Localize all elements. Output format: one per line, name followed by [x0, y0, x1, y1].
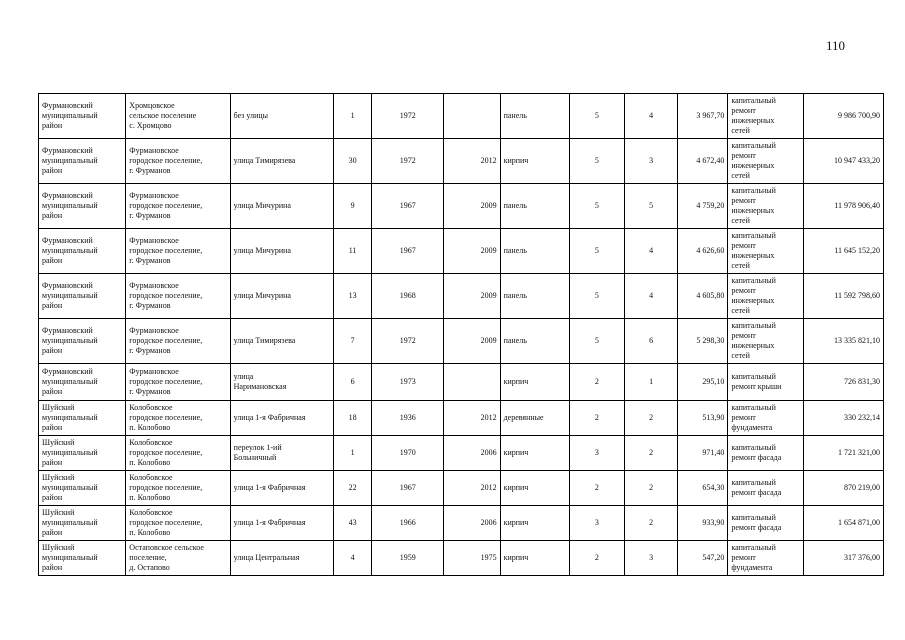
floors-cell: 5: [569, 229, 624, 274]
year-repair-cell: 2006: [444, 506, 500, 541]
wall-material-cell: кирпич: [500, 139, 569, 184]
wall-material-cell: деревянные: [500, 401, 569, 436]
district-cell: Фурмановский муниципальный район: [39, 274, 126, 319]
entrances-cell: 2: [625, 506, 678, 541]
work-type-cell: капитальный ремонт фундамента: [728, 401, 803, 436]
entrances-cell: 2: [625, 401, 678, 436]
area-cell: 4 605,80: [678, 274, 728, 319]
house-number-cell: 6: [334, 364, 372, 401]
table-row: [39, 436, 884, 471]
year-repair-cell: 2009: [444, 274, 500, 319]
table-row: [39, 184, 884, 229]
table-row: [39, 364, 884, 401]
wall-material-cell: кирпич: [500, 436, 569, 471]
settlement-cell: Фурмановское городское поселение, г. Фурманов: [126, 274, 230, 319]
cost-cell: 11 592 798,60: [803, 274, 883, 319]
district-cell: Шуйский муниципальный район: [39, 401, 126, 436]
district-cell: Фурмановский муниципальный район: [39, 94, 126, 139]
settlement-cell: Фурмановское городское поселение, г. Фурманов: [126, 139, 230, 184]
floors-cell: 2: [569, 364, 624, 401]
settlement-cell: Остаповское сельское поселение, д. Остапово: [126, 541, 230, 576]
street-cell: переулок 1-ий Больничный: [230, 436, 333, 471]
street-cell: улица 1-я Фабричная: [230, 471, 333, 506]
work-type-cell: капитальный ремонт инженерных сетей: [728, 229, 803, 274]
entrances-cell: 4: [625, 229, 678, 274]
year-repair-cell: [444, 364, 500, 401]
street-cell: улица Центральная: [230, 541, 333, 576]
street-cell: улица Тимирязева: [230, 139, 333, 184]
wall-material-cell: панель: [500, 319, 569, 364]
street-cell: улица 1-я Фабричная: [230, 506, 333, 541]
street-cell: улица Мичурина: [230, 274, 333, 319]
table-body: [39, 94, 884, 576]
wall-material-cell: кирпич: [500, 471, 569, 506]
cost-cell: 330 232,14: [803, 401, 883, 436]
house-number-cell: 7: [334, 319, 372, 364]
area-cell: 4 626,60: [678, 229, 728, 274]
table-row: [39, 139, 884, 184]
year-repair-cell: 2009: [444, 229, 500, 274]
settlement-cell: Фурмановское городское поселение, г. Фурманов: [126, 319, 230, 364]
work-type-cell: капитальный ремонт фасада: [728, 471, 803, 506]
wall-material-cell: панель: [500, 184, 569, 229]
wall-material-cell: панель: [500, 274, 569, 319]
repair-table: [38, 93, 884, 576]
street-cell: улица Тимирязева: [230, 319, 333, 364]
entrances-cell: 4: [625, 274, 678, 319]
work-type-cell: капитальный ремонт инженерных сетей: [728, 184, 803, 229]
floors-cell: 2: [569, 401, 624, 436]
entrances-cell: 2: [625, 471, 678, 506]
street-cell: без улицы: [230, 94, 333, 139]
area-cell: 933,90: [678, 506, 728, 541]
area-cell: 5 298,30: [678, 319, 728, 364]
district-cell: Шуйский муниципальный район: [39, 471, 126, 506]
year-repair-cell: [444, 94, 500, 139]
year-built-cell: 1967: [372, 184, 444, 229]
settlement-cell: Колобовское городское поселение, п. Колобово: [126, 471, 230, 506]
street-cell: улица 1-я Фабричная: [230, 401, 333, 436]
floors-cell: 3: [569, 506, 624, 541]
district-cell: Шуйский муниципальный район: [39, 541, 126, 576]
settlement-cell: Фурмановское городское поселение, г. Фурманов: [126, 364, 230, 401]
house-number-cell: 13: [334, 274, 372, 319]
year-repair-cell: 2012: [444, 139, 500, 184]
cost-cell: 726 831,30: [803, 364, 883, 401]
entrances-cell: 3: [625, 541, 678, 576]
settlement-cell: Колобовское городское поселение, п. Колобово: [126, 506, 230, 541]
floors-cell: 2: [569, 471, 624, 506]
work-type-cell: капитальный ремонт инженерных сетей: [728, 319, 803, 364]
year-built-cell: 1966: [372, 506, 444, 541]
district-cell: Фурмановский муниципальный район: [39, 364, 126, 401]
work-type-cell: капитальный ремонт фасада: [728, 506, 803, 541]
year-repair-cell: 2009: [444, 319, 500, 364]
year-built-cell: 1936: [372, 401, 444, 436]
year-built-cell: 1972: [372, 319, 444, 364]
year-repair-cell: 2009: [444, 184, 500, 229]
area-cell: 295,10: [678, 364, 728, 401]
cost-cell: 11 978 906,40: [803, 184, 883, 229]
house-number-cell: 43: [334, 506, 372, 541]
floors-cell: 5: [569, 184, 624, 229]
work-type-cell: капитальный ремонт фасада: [728, 436, 803, 471]
cost-cell: 10 947 433,20: [803, 139, 883, 184]
work-type-cell: капитальный ремонт инженерных сетей: [728, 94, 803, 139]
table-row: [39, 541, 884, 576]
year-repair-cell: 2012: [444, 401, 500, 436]
area-cell: 971,40: [678, 436, 728, 471]
year-built-cell: 1973: [372, 364, 444, 401]
work-type-cell: капитальный ремонт инженерных сетей: [728, 139, 803, 184]
year-built-cell: 1967: [372, 471, 444, 506]
area-cell: 4 759,20: [678, 184, 728, 229]
house-number-cell: 30: [334, 139, 372, 184]
area-cell: 654,30: [678, 471, 728, 506]
work-type-cell: капитальный ремонт инженерных сетей: [728, 274, 803, 319]
area-cell: 3 967,70: [678, 94, 728, 139]
wall-material-cell: панель: [500, 94, 569, 139]
floors-cell: 2: [569, 541, 624, 576]
wall-material-cell: панель: [500, 229, 569, 274]
entrances-cell: 5: [625, 184, 678, 229]
district-cell: Шуйский муниципальный район: [39, 506, 126, 541]
settlement-cell: Колобовское городское поселение, п. Колобово: [126, 436, 230, 471]
table-row: [39, 274, 884, 319]
settlement-cell: Колобовское городское поселение, п. Колобово: [126, 401, 230, 436]
year-repair-cell: 1975: [444, 541, 500, 576]
house-number-cell: 22: [334, 471, 372, 506]
cost-cell: 870 219,00: [803, 471, 883, 506]
table-row: [39, 319, 884, 364]
year-built-cell: 1967: [372, 229, 444, 274]
settlement-cell: Фурмановское городское поселение, г. Фурманов: [126, 229, 230, 274]
entrances-cell: 4: [625, 94, 678, 139]
entrances-cell: 6: [625, 319, 678, 364]
street-cell: улица Мичурина: [230, 229, 333, 274]
year-built-cell: 1972: [372, 139, 444, 184]
settlement-cell: Фурмановское городское поселение, г. Фурманов: [126, 184, 230, 229]
table-row: [39, 471, 884, 506]
year-built-cell: 1970: [372, 436, 444, 471]
cost-cell: 13 335 821,10: [803, 319, 883, 364]
wall-material-cell: кирпич: [500, 364, 569, 401]
table-row: [39, 229, 884, 274]
work-type-cell: капитальный ремонт фундамента: [728, 541, 803, 576]
district-cell: Фурмановский муниципальный район: [39, 139, 126, 184]
area-cell: 513,90: [678, 401, 728, 436]
house-number-cell: 1: [334, 436, 372, 471]
floors-cell: 3: [569, 436, 624, 471]
wall-material-cell: кирпич: [500, 541, 569, 576]
entrances-cell: 3: [625, 139, 678, 184]
work-type-cell: капитальный ремонт крыши: [728, 364, 803, 401]
district-cell: Фурмановский муниципальный район: [39, 319, 126, 364]
house-number-cell: 18: [334, 401, 372, 436]
table-row: [39, 401, 884, 436]
floors-cell: 5: [569, 274, 624, 319]
entrances-cell: 1: [625, 364, 678, 401]
table-row: [39, 506, 884, 541]
house-number-cell: 9: [334, 184, 372, 229]
house-number-cell: 4: [334, 541, 372, 576]
entrances-cell: 2: [625, 436, 678, 471]
cost-cell: 1 654 871,00: [803, 506, 883, 541]
wall-material-cell: кирпич: [500, 506, 569, 541]
year-built-cell: 1972: [372, 94, 444, 139]
district-cell: Фурмановский муниципальный район: [39, 229, 126, 274]
house-number-cell: 11: [334, 229, 372, 274]
year-built-cell: 1968: [372, 274, 444, 319]
floors-cell: 5: [569, 94, 624, 139]
year-built-cell: 1959: [372, 541, 444, 576]
year-repair-cell: 2006: [444, 436, 500, 471]
floors-cell: 5: [569, 139, 624, 184]
district-cell: Фурмановский муниципальный район: [39, 184, 126, 229]
cost-cell: 317 376,00: [803, 541, 883, 576]
street-cell: улица Мичурина: [230, 184, 333, 229]
area-cell: 4 672,40: [678, 139, 728, 184]
street-cell: улица Наримановская: [230, 364, 333, 401]
house-number-cell: 1: [334, 94, 372, 139]
year-repair-cell: 2012: [444, 471, 500, 506]
floors-cell: 5: [569, 319, 624, 364]
district-cell: Шуйский муниципальный район: [39, 436, 126, 471]
cost-cell: 11 645 152,20: [803, 229, 883, 274]
page-number: 110: [826, 38, 846, 53]
area-cell: 547,20: [678, 541, 728, 576]
cost-cell: 9 986 700,90: [803, 94, 883, 139]
settlement-cell: Хромцовское сельское поселение с. Хромцово: [126, 94, 230, 139]
table-row: [39, 94, 884, 139]
cost-cell: 1 721 321,00: [803, 436, 883, 471]
